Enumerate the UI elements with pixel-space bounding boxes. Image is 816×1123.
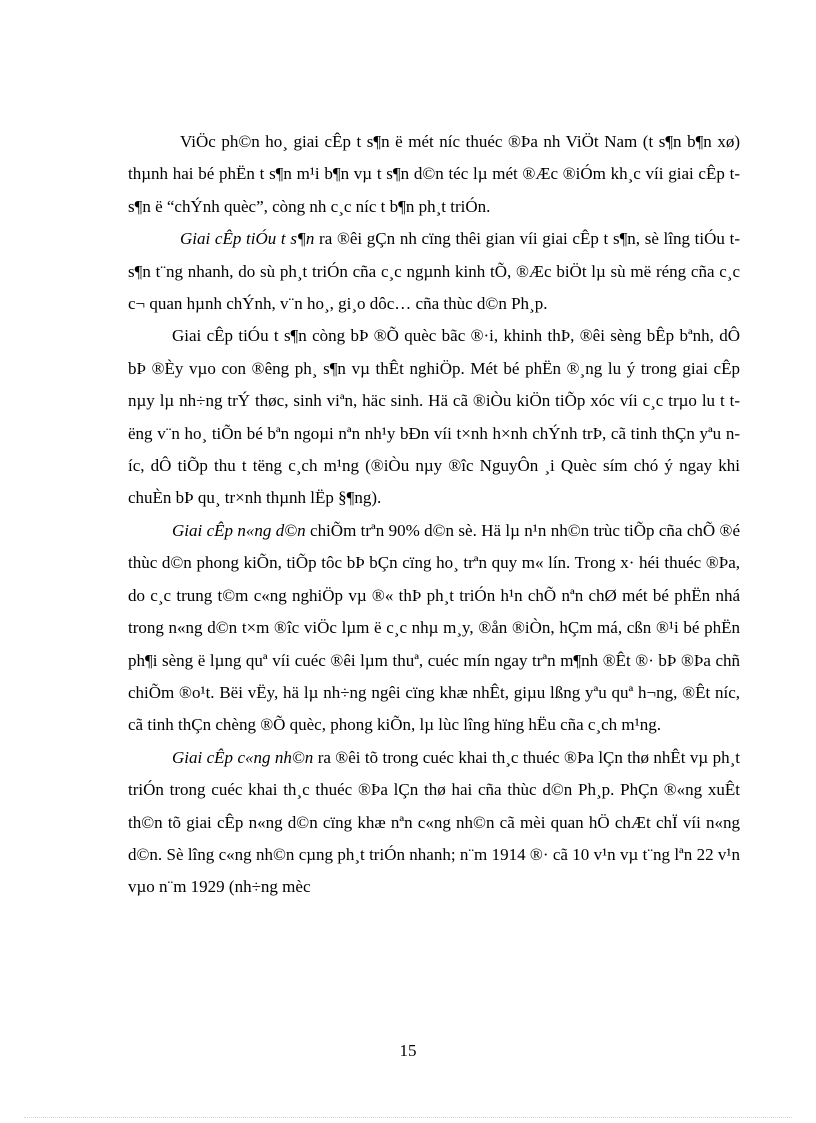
page-bottom-divider	[24, 1117, 792, 1118]
paragraph-text: ViÖc ph©n ho¸ giai cÊp t s¶n ë mét níc thuéc ®Þa nh ViÖt Nam (t s¶n b¶n xø) thµnh hai bé phËn t s¶n m¹i b¶n vµ t s¶n d©n téc lµ mét ®Æc ®iÓm kh¸c víi giai cÊp t s¶n ë “chÝnh quèc”, còng nh c¸c níc t b¶n ph¸t triÓn.	[128, 132, 740, 216]
italic-term: Giai cÊp n«ng d©n	[172, 520, 306, 540]
paragraph-peasantry	[128, 515, 740, 742]
paragraph-petty-bourgeoisie-detail	[128, 320, 740, 514]
paragraph-text: Giai cÊp tiÓu t s¶n còng bÞ ®Õ quèc bãc ®·i, khinh thÞ, ®êi sèng bÊp bªnh, dÔ bÞ ®Èy vµo con ®êng ph¸ s¶n vµ thÊt nghiÖp. Mét bé phËn ®¸ng lu ý trong giai cÊp nµy lµ nh÷ng trÝ thøc, sinh viªn, häc sinh. Hä cã ®iÒu kiÖn tiÕp xóc víi c¸c trµo lu t tëng v¨n ho¸ tiÕn bé bªn ngoµi nªn nh¹y bÐn víi t×nh h×nh chÝnh trÞ, cã tinh thÇn yªu níc, dÔ tiÕp thu t tëng c¸ch m¹ng (®iÒu nµy ®îc NguyÔn ¸i Quèc sím chó ý ngay khi chuÈn bÞ qu¸ tr×nh thµnh lËp §¶ng).	[128, 326, 740, 508]
italic-term: Giai cÊp c«ng nh©n	[172, 747, 314, 767]
page-number: 15	[399, 1041, 417, 1060]
paragraph-text: ra ®êi tõ trong cuéc khai th¸c thuéc ®Þa lÇn thø nhÊt vµ ph¸t triÓn trong cuéc khai th¸c thuéc ®Þa lÇn thø hai cña thùc d©n Ph¸p. PhÇn ®«ng xuÊt th©n tõ giai cÊp n«ng d©n cïng khæ nªn c«ng nh©n cã mèi quan hÖ chÆt chÏ víi n«ng d©n. Sè lîng c«ng nh©n cµng ph¸t triÓn nhanh; n¨m 1914 ®· cã 10 v¹n vµ t¨ng lªn 22 v¹n vµo n¨m 1929 (nh÷ng mèc	[128, 747, 740, 897]
paragraph-working-class	[128, 742, 740, 904]
italic-term: Giai cÊp tiÓu t s¶n	[180, 229, 315, 249]
paragraph-petty-bourgeoisie	[128, 223, 740, 320]
paragraph-class-division	[128, 126, 740, 223]
body-text	[128, 126, 740, 904]
paragraph-text: chiÕm trªn 90% d©n sè. Hä lµ n¹n nh©n trùc tiÕp cña chÕ ®é thùc d©n phong kiÕn, tiÕp tôc bÞ bÇn cïng ho¸ trªn quy m« lín. Trong x· héi thuéc ®Þa, do c¸c trung t©m c«ng nghiÖp vµ ®« thÞ ph¸t triÓn h¹n chÕ nªn chØ mét bé phËn nhá trong n«ng d©n t×m ®îc viÖc lµm ë c¸c nhµ m¸y, ®ån ®iÒn, hÇm má, cßn ®¹i bé phËn ph¶i sèng ë lµng quª víi cuéc ®êi lµm thuª, cuéc mín ngay trªn m¶nh ®Êt ®· bÞ ®Þa chñ chiÕm ®o¹t. Bëi vËy, hä lµ nh÷ng ngêi cïng khæ nhÊt, giµu lßng yªu quª h¬ng, ®Êt níc, cã tinh thÇn chèng ®Õ quèc, phong kiÕn, lµ lùc lîng hïng hËu cña c¸ch m¹ng.	[128, 520, 740, 735]
paragraph-text: ra ®êi gÇn nh cïng thêi gian víi giai cÊp t s¶n, sè lîng tiÓu t s¶n t¨ng nhanh, do sù ph¸t triÓn cña c¸c ngµnh kinh tÕ, ®Æc biÖt lµ sù më réng cña c¸c c¬ quan hµnh chÝnh, v¨n ho¸, gi¸o dôc… cña thùc d©n Ph¸p.	[128, 229, 740, 314]
